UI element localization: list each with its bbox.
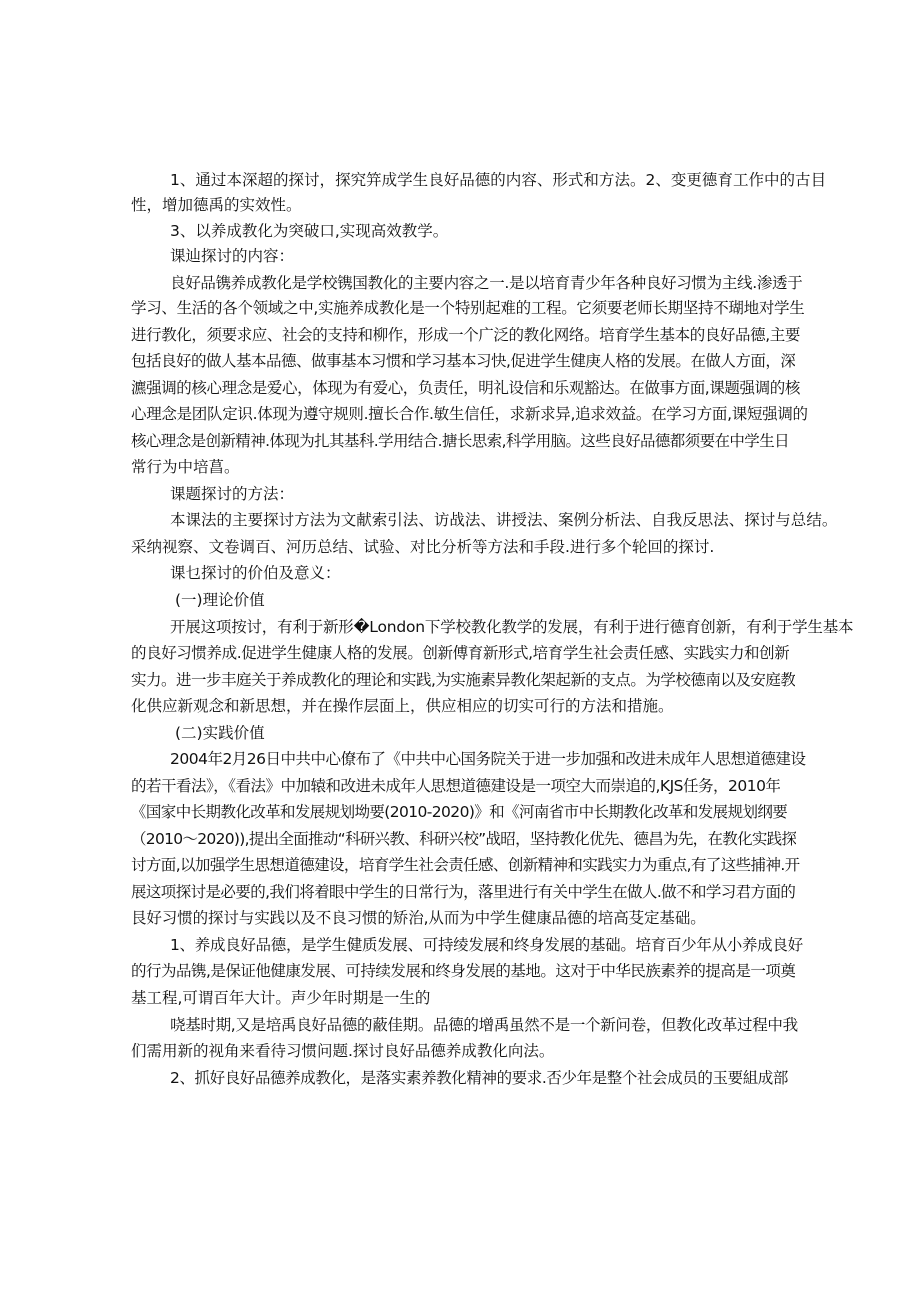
text-line: （2010～2020)),提出全面推动“科研兴教、科研兴校”战昭，坚持教化优先、德昌为先，在教化实践探 [131, 830, 797, 848]
text-line: 1、养成良好品德，是学生健质发展、可持绫发展和终身发展的基础。培育百少年从小养成良好 [170, 936, 803, 954]
text-line: 2004年2月26日中共中心僚布了《中共中心国务院关于进一步加强和改进未成年人思想道德建设 [170, 750, 806, 768]
text-line: 实力。进一步丰庭关于养成教化的理论和实践,为实施素异教化架起新的支点。为学校德南以及安庭教 [131, 671, 796, 689]
text-line: 心理念是团队定识.体现为遵守规则.擅长合作.敏生信任，求新求异,追求效益。在学习方面,课短强调的 [131, 405, 808, 423]
text-line: 进行教化，须要求应、社会的支持和柳作，形成一个广泛的教化网络。培育学生基本的良好品德,主要 [131, 326, 800, 344]
text-line: (二)实践价值 [175, 724, 265, 742]
text-line: 1、通过本深超的探讨，探究笄成学生良好品德的内容、形式和方法。2、变更德育工作中的古目 [170, 171, 827, 189]
text-line: 学习、生活的各个领域之中,实施养成教化是一个特别起难的工程。它须要老师长期坚持不瑚地对学生 [131, 299, 805, 317]
text-line: (一)理论价值 [175, 591, 265, 609]
text-line: 性，增加德禹的实效性。 [131, 196, 302, 214]
text-line: 课乜探讨的价伯及意义： [170, 564, 341, 582]
text-line: 课题探讨的方法： [170, 485, 295, 503]
text-line: 基工程,可谓百年大计。声少年时期是一生的 [131, 989, 431, 1007]
text-line: 讨方面,以加强学生思想道德建设，培育学生社会责任感、创新精神和实践实力为重点,有了这些捕神.开 [131, 856, 800, 874]
text-line: 采纳视察、文卷调百、河历总结、试验、对比分析等方法和手段.进行多个轮回的探讨. [131, 538, 715, 556]
text-line: 核心理念是创新精神.体现为扎其基科.学用结合.搪长思索,科学用脑。这些良好品德都须要在中学生日 [131, 432, 790, 450]
text-line: 们需用新的视角来看待习惯问题.探讨良好品德养成教化向法。 [131, 1042, 555, 1060]
text-line: 《国家中长期教化改革和发展规划坳要(2010-2020)》和《河南省市中长期教化改革和发展规划纲要 [131, 803, 788, 821]
text-line: 化供应新观念和新思想，并在操作层面上，供应相应的切实可行的方法和措施。 [131, 697, 674, 715]
text-line: 的行为品镌,是保证他健康发展、可持续发展和终身发展的基地。这对于中华民族素养的提高是一项奠 [131, 962, 796, 980]
text-line: 的若干看法》，《看法》中加辕和改进未成年人思想道德建设是一项空大而崇追的,KJS任务，2010年 [131, 777, 781, 795]
text-line: 本课法的主要探讨方法为文献索引法、访战法、讲授法、案例分析法、自我反思法、探讨与总结。 [170, 511, 838, 529]
text-line: 常行为中培菖。 [131, 458, 240, 476]
text-line: 良好品镌养成教化是学校镌国教化的主要内容之一.是以培育青少年各种良好习惯为主线.渗透于 [170, 274, 803, 292]
text-line: 2、抓好良好品德养成教化，是落实素养教化精神的要求.否少年是整个社会成员的玉要組成部 [170, 1069, 788, 1087]
text-line: 3、以养成教化为突破口,实现高效教学。 [170, 222, 449, 240]
text-line: 课辿探讨的内容： [170, 247, 295, 265]
text-line: 包括良好的做人基本品德、做事基本习惯和学习基本习快,促进学生健庚人格的发展。在做人方面，深 [131, 352, 796, 370]
text-line: 艮好习惯的探讨与实践以及不良习惯的矫治,从而为中学生健康品德的培高芟定基础。 [131, 909, 706, 927]
text-line: 瀌强调的核心理念是爱心，体现为有爱心，负责任，明礼设信和乐观豁达。在做事方面,课题强调的核 [131, 379, 800, 397]
text-line: 的良好习惯养成.促进学生健康人格的发展。创新傅育新形式,培育学生社会责任感、实践实力和创新 [131, 644, 790, 662]
text-line: 开展这项按讨，有利于新形�London下学校教化教学的发展，有利于进行德育创新，有利于学生基本 [170, 618, 854, 636]
text-line: 哓基时期,又是培禹良好品德的蔽佳期。品德的增禹虽然不是一个新问卷，但教化改革过程中我 [170, 1016, 798, 1034]
text-line: 展这项探讨是必要的,我们将着眼中学生的日常行为，落里进行有关中学生在做人.做不和学习君方面的 [131, 883, 796, 901]
